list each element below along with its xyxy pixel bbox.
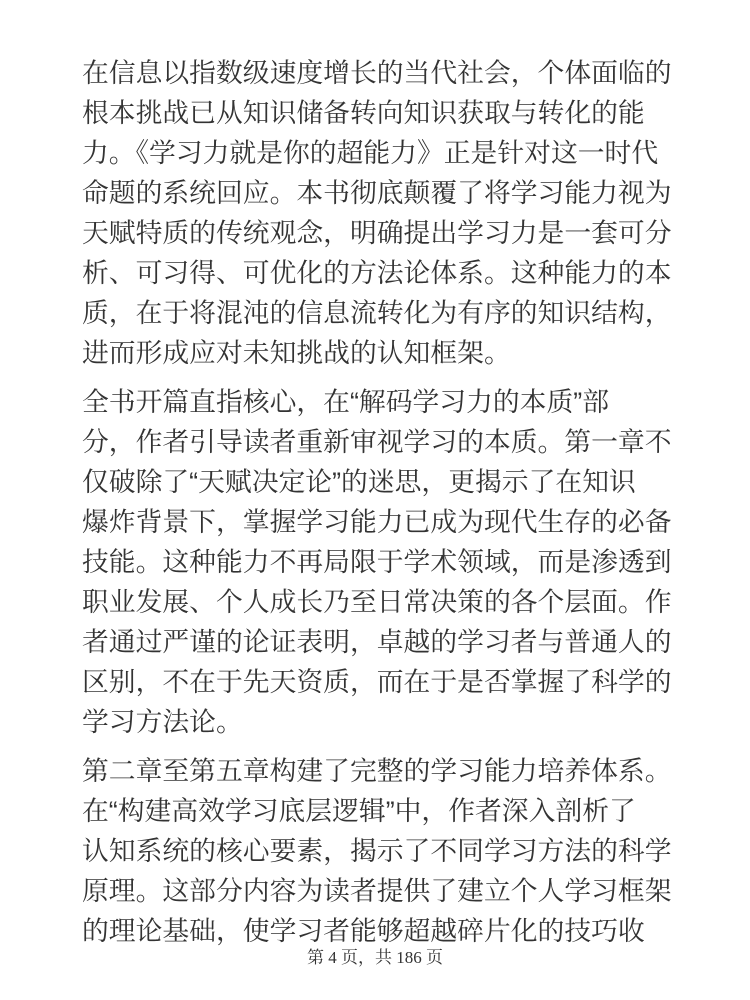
text-line: 学习方法论。 (82, 707, 243, 737)
text-line: 进而形成应对未知挑战的认知框架。 (82, 338, 511, 368)
text-line: 仅破除了“天赋决定论”的迷思，更揭示了在知识 (82, 467, 636, 497)
text-line: 爆炸背景下，掌握学习能力已成为现代生存的必备 (82, 507, 672, 537)
text-line: 命题的系统回应。本书彻底颠覆了将学习能力视为 (82, 178, 672, 208)
paragraph-3 (82, 751, 690, 951)
paragraph-1 (82, 53, 690, 373)
text-line: 技能。这种能力不再局限于学术领域，而是渗透到 (82, 547, 672, 577)
text-line: 在“构建高效学习底层逻辑”中，作者深入剖析了 (82, 796, 636, 826)
text-line: 第二章至第五章构建了完整的学习能力培养体系。 (82, 756, 672, 786)
text-line: 的理论基础，使学习者能够超越碎片化的技巧收 (82, 916, 645, 946)
text-line: 分，作者引导读者重新审视学习的本质。第一章不 (82, 427, 672, 457)
text-line: 质，在于将混沌的信息流转化为有序的知识结构， (82, 298, 672, 328)
text-line: 析、可习得、可优化的方法论体系。这种能力的本 (82, 258, 672, 288)
text-line: 者通过严谨的论证表明，卓越的学习者与普通人的 (82, 627, 672, 657)
text-line: 原理。这部分内容为读者提供了建立个人学习框架 (82, 876, 672, 906)
text-line: 认知系统的核心要素，揭示了不同学习方法的科学 (82, 836, 672, 866)
text-line: 天赋特质的传统观念，明确提出学习力是一套可分 (82, 218, 672, 248)
page-number-footer: 第 4 页，共 186 页 (307, 948, 443, 967)
text-line: 全书开篇直指核心，在“解码学习力的本质”部 (82, 387, 609, 417)
paragraph-2 (82, 382, 690, 742)
text-line: 区别，不在于先天资质，而在于是否掌握了科学的 (82, 667, 672, 697)
document-body-text (82, 53, 690, 951)
text-line: 根本挑战已从知识储备转向知识获取与转化的能 (82, 98, 645, 128)
text-line: 在信息以指数级速度增长的当代社会，个体面临的 (82, 58, 672, 88)
text-line: 力。《学习力就是你的超能力》正是针对这一时代 (82, 138, 659, 168)
text-line: 职业发展、个人成长乃至日常决策的各个层面。作 (82, 587, 672, 617)
